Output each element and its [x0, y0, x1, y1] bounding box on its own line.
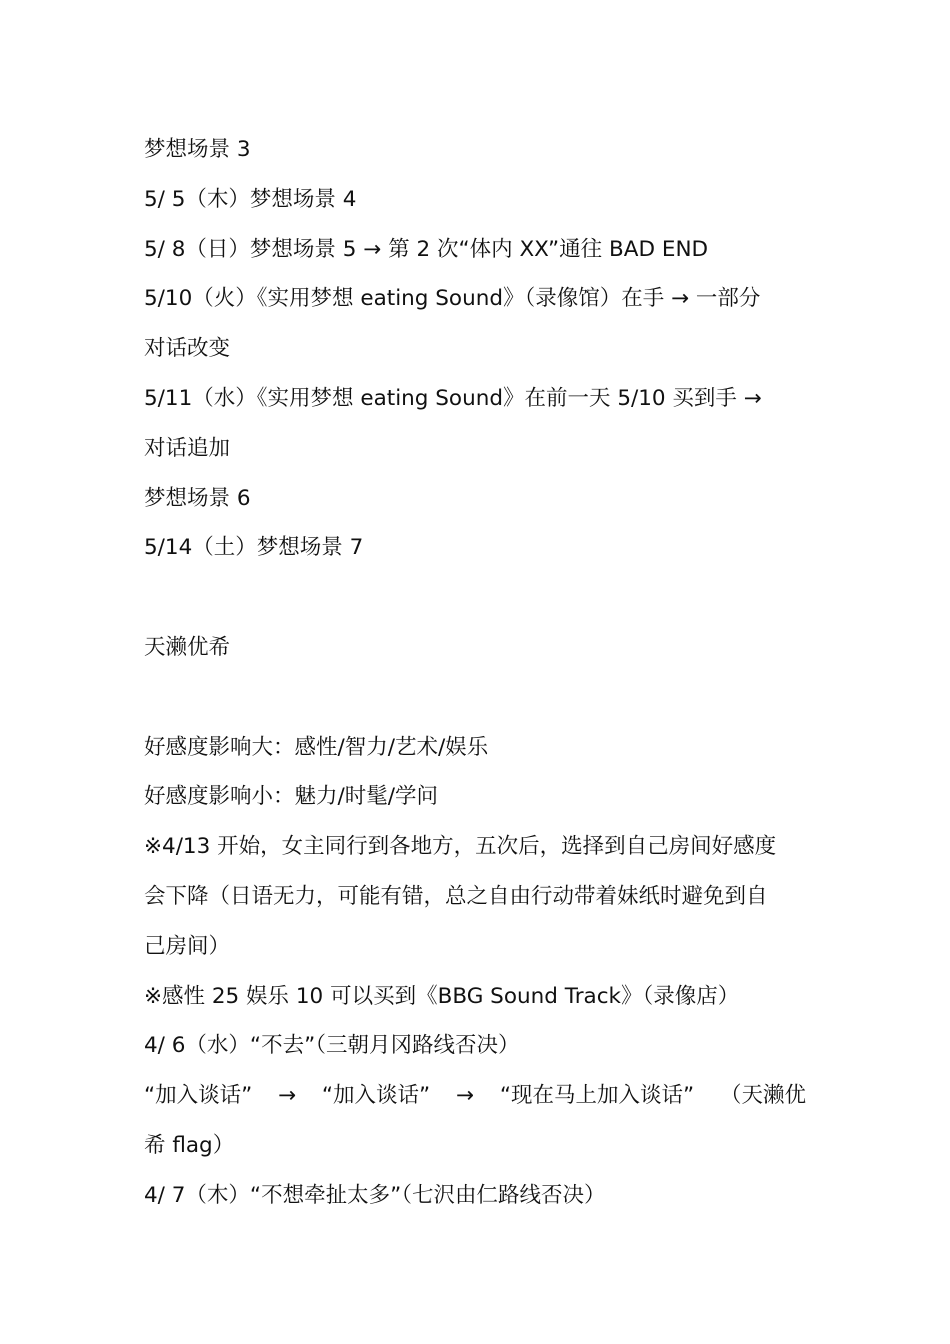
- blank-line: [144, 673, 808, 723]
- text-line: 5/ 8（日）梦想场景 5 → 第 2 次“体内 XX”通往 BAD END: [144, 236, 709, 262]
- text-line: 好感度影响小：魅力/时髦/学问: [144, 784, 438, 810]
- choice-text: “加入谈话”: [321, 1083, 431, 1109]
- choice-line: [144, 1071, 806, 1121]
- arrow-icon: →: [456, 1083, 475, 1109]
- choice-text: “加入谈话”: [144, 1083, 253, 1109]
- text-line: 对话改变: [144, 336, 231, 362]
- blank-line: [144, 573, 808, 623]
- text-line: 好感度影响大：感性/智力/艺术/娱乐: [144, 734, 489, 760]
- text-line: 梦想场景 6: [144, 485, 251, 511]
- text-line: 5/14（土）梦想场景 7: [144, 535, 364, 561]
- text-line: 对话追加: [144, 435, 231, 461]
- choice-text: “现在马上加入谈话”: [499, 1083, 695, 1109]
- text-line: ※4/13 开始，女主同行到各地方，五次后，选择到自己房间好感度: [144, 834, 777, 860]
- text-line: 5/10（火）《实用梦想 eating Sound》（录像馆）在手 → 一部分: [144, 286, 761, 312]
- text-line: 4/ 7（木）“不想牵扯太多”（七沢由仁路线否决）: [144, 1182, 606, 1208]
- choice-note: （天濑优: [719, 1083, 806, 1109]
- text-line: 梦想场景 3: [144, 137, 251, 162]
- text-line: 5/11（水）《实用梦想 eating Sound》在前一天 5/10 买到手 →: [144, 385, 762, 411]
- document-body: [144, 125, 808, 1221]
- text-line: 己房间）: [144, 933, 231, 959]
- text-line: 5/ 5（木）梦想场景 4: [144, 186, 357, 212]
- arrow-icon: →: [278, 1083, 297, 1109]
- text-line: 4/ 6（水）“不去”（三朝月冈路线否决）: [144, 1033, 520, 1059]
- text-line: 会下降（日语无力，可能有错，总之自由行动带着妹纸时避免到自: [144, 883, 768, 909]
- text-line: ※感性 25 娱乐 10 可以买到《BBG Sound Track》（录像店）: [144, 983, 740, 1009]
- text-line: 希 flag）: [144, 1132, 235, 1158]
- section-heading: 天濑优希: [144, 634, 231, 660]
